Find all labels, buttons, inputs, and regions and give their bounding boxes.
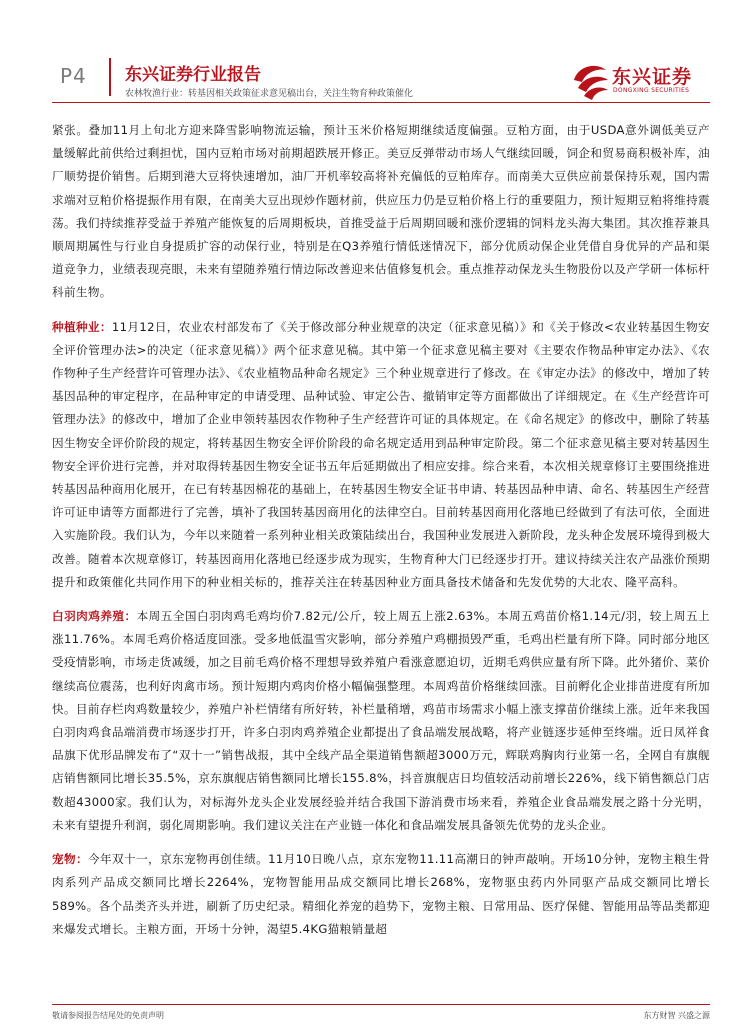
- page-number: P4: [60, 64, 87, 88]
- paragraph-seed: [52, 316, 710, 594]
- report-subtitle: 农林牧渔行业：转基因相关政策征求意见稿出台，关注生物育种政策催化: [125, 89, 414, 99]
- report-body: [52, 119, 710, 952]
- paragraph-text: 今年双十一，京东宠物再创佳绩。11月10日晚八点，京东宠物11.11高潮日的钟声敲响。开场10分钟，宠物主粮生骨肉系列产品成交额同比增长2264%，宠物智能用品成交额同比增长268%，宠物驱虫药内外同驱产品成交额同比增长589%。各个品类齐头并进，刷新了历史纪录。精细化养宠的趋势下，宠物主粮、日常用品、医疗保健、智能用品等品类都迎来爆发式增长。主粮方面，开场十分钟，渴望5.4KG猫粮销量超: [52, 852, 710, 936]
- footer-slogan: 东方财智 兴盛之源: [643, 1011, 710, 1020]
- disclaimer-note: 敬请参阅报告结尾处的免责声明: [52, 1011, 164, 1020]
- report-title: 东兴证券行业报告: [125, 65, 261, 85]
- paragraph-text: 紧张。叠加11月上旬北方迎来降雪影响物流运输，预计玉米价格短期继续适度偏强。豆粕方面，由于USDA意外调低美豆产量缓解此前供给过剩担忧，国内豆粕市场对前期超跌展开修正。美豆反弹带动市场人气继续回暖，饲企和贸易商积极补库，油厂顺势提价销售。后期到港大豆将快速增加，油厂开机率较高将补充偏低的豆粕库存。而南美大豆供应前景保持乐观，国内需求端对豆粕价格提振作用有限，在南美大豆出现炒作题材前，供应压力仍是豆粕价格上行的重要阻力，预计短期豆粕将维持震荡。我们持续推荐受益于养殖产能恢复的后周期板块，首推受益于后周期回暖和涨价逻辑的饲料龙头海大集团。其次推荐兼具顺周期属性与行业自身提质扩容的动保行业，特别是在Q3养殖行情低迷情况下，部分优质动保企业凭借自身优异的产品和渠道竞争力，业绩表现亮眼，未来有望随养殖行情边际改善迎来估值修复机会。重点推荐动保龙头生物股份以及产学研一体标杆科前生物。: [52, 123, 710, 300]
- paragraph-pet: [52, 848, 710, 941]
- paragraph-text: 本周五全国白羽肉鸡毛鸡均价7.82元/公斤，较上周五上涨2.63%。本周五鸡苗价格1.14元/羽，较上周五上涨11.76%。本周毛鸡价格适度回涨。受多地低温雪灾影响，部分养殖户鸡棚损毁严重，毛鸡出栏量有所下降。同时部分地区受疫情影响，市场走货减缓，加之目前毛鸡价格不理想导致养殖户看涨意愿迫切，近期毛鸡供应量有所下降。此外猪价、菜价继续高位震荡，也利好肉禽市场。预计短期内鸡肉价格小幅偏强整理。本周鸡苗价格继续回涨。目前孵化企业排苗进度有所加快。目前存栏肉鸡数量较少，养殖户补栏情绪有所好转，补栏量稍增，鸡苗市场需求小幅上涨支撑苗价继续上涨。近年来我国白羽肉鸡食品端消费市场逐步打开，许多白羽肉鸡养殖企业都提出了食品端发展战略，将产业链逐步延伸至终端。近日凤祥食品旗下优形品牌发布了“双十一”销售战报，其中全线产品全渠道销售额超3000万元，辉联鸡胸肉行业第一名，全网自有旗舰店销售额同比增长35.5%，京东旗舰店销售额同比增长155.8%，抖音旗舰店日均值较活动前增长226%，线下销售额总门店数超43000家。我们认为，对标海外龙头企业发展经验并结合我国下游消费市场来看，养殖企业食品端发展之路十分光明，未来有望提升利润，弱化周期影响。我们建议关注在产业链一体化和食品端发展具备领先优势的龙头企业。: [52, 609, 710, 832]
- paragraph-feed: [52, 119, 710, 305]
- footer-rule: [52, 1004, 710, 1005]
- paragraph-lead: 宠物：: [52, 852, 89, 867]
- page-header: [0, 0, 755, 110]
- paragraph-broiler: [52, 605, 710, 837]
- header-rule: [52, 102, 710, 103]
- paragraph-text: 11月12日，农业农村部发布了《关于修改部分种业规章的决定（征求意见稿）》和《关于修改<农业转基因生物安全评价管理办法>的决定（征求意见稿）》两个征求意见稿。其中第一个征求意见稿主要对《主要农作物品种审定办法》、《农作物种子生产经营许可管理办法》、《农业植物品种命名规定》三个种业规章进行了修改。在《审定办法》的修改中，增加了转基因品种的审定程序，在品种审定的申请受理、品种试验、审定公告、撤销审定等方面都做出了详细规定。在《生产经营许可管理办法》的修改中，增加了企业申领转基因农作物种子生产经营许可证的具体规定。在《命名规定》的修改中，删除了转基因生物安全评价阶段的规定，将转基因生物安全评价阶段的命名规定适用到品种审定阶段。第二个征求意见稿主要对转基因生物安全评价进行完善，并对取得转基因生物安全证书五年后延期做出了相应安排。综合来看，本次相关规章修订主要围绕推进转基因品种商用化展开，在已有转基因棉花的基础上，在转基因生物安全证书申请、转基因品种申请、命名、转基因生产经营许可证申请等方面都进行了完善，填补了我国转基因商用化的法律空白。目前转基因商用化落地已经做到了有法可依，全面进入实施阶段。我们认为，今年以来随着一系列种业相关政策陆续出台，我国种业发展进入新阶段，龙头种企发展环境得到极大改善。随着本次规章修订，转基因商用化落地已经逐步成为现实，生物育种大门已经逐步打开。建议持续关注农产品涨价预期提升和政策催化共同作用下的种业相关标的，推荐关注在转基因种业方面具备技术储备和先发优势的大北农、隆平高科。: [52, 319, 710, 589]
- logo-text: 东兴证券: [612, 66, 693, 88]
- logo-english: DONGXING SECURITIES: [613, 87, 690, 94]
- paragraph-lead: 白羽肉鸡养殖：: [52, 609, 137, 624]
- header-divider: [109, 58, 111, 96]
- paragraph-lead: 种植种业：: [52, 319, 112, 334]
